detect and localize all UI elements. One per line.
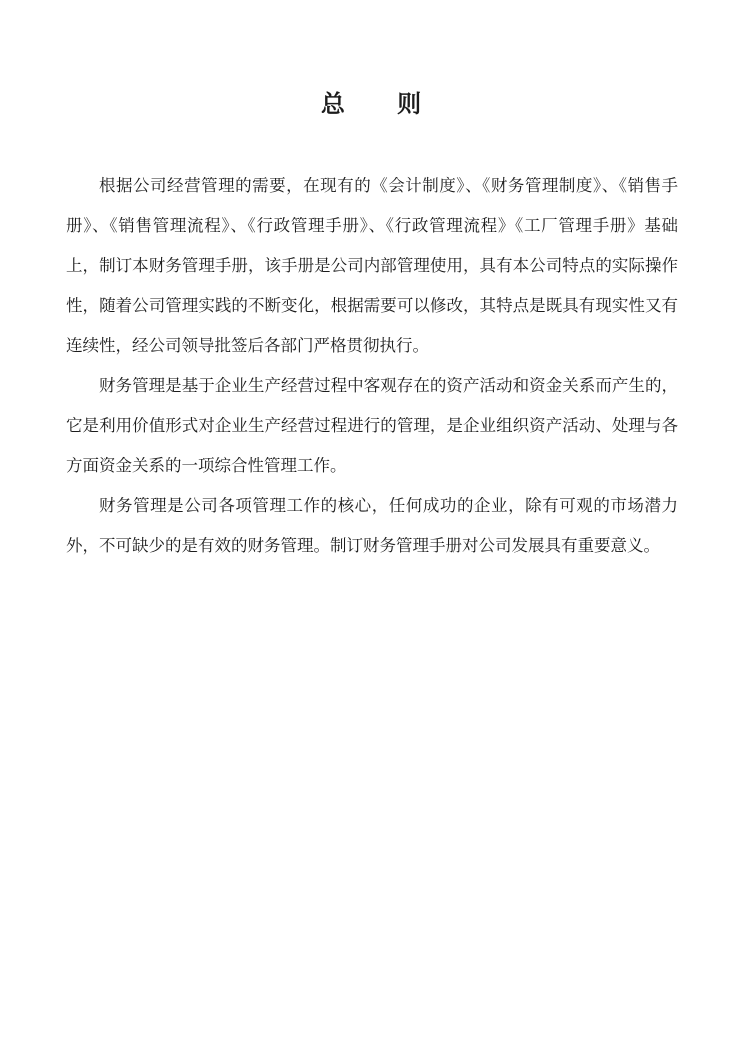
paragraph-3: 财务管理是公司各项管理工作的核心，任何成功的企业，除有可观的市场潜力外，不可缺少的是有效的财务管理。制订财务管理手册对公司发展具有重要意义。 [66,496,678,555]
paragraph-1: 根据公司经营管理的需要，在现有的《会计制度》、《财务管理制度》、《销售手册》、《销售管理流程》、《行政管理手册》、《行政管理流程》《工厂管理手册》基础上，制订本财务管理手册，该手册是公司内部管理使用，具有本公司特点的实际操作性，随着公司管理实践的不断变化，根据需要可以修改，其特点是既具有现实性又有连续性，经公司领导批签后各部门严格贯彻执行。 [66,176,678,355]
paragraph-2: 财务管理是基于企业生产经营过程中客观存在的资产活动和资金关系而产生的，它是利用价值形式对企业生产经营过程进行的管理，是企业组织资产活动、处理与各方面资金关系的一项综合性管理工作。 [66,376,678,475]
document-title: 总 则 [320,89,424,118]
document-body [66,166,678,566]
